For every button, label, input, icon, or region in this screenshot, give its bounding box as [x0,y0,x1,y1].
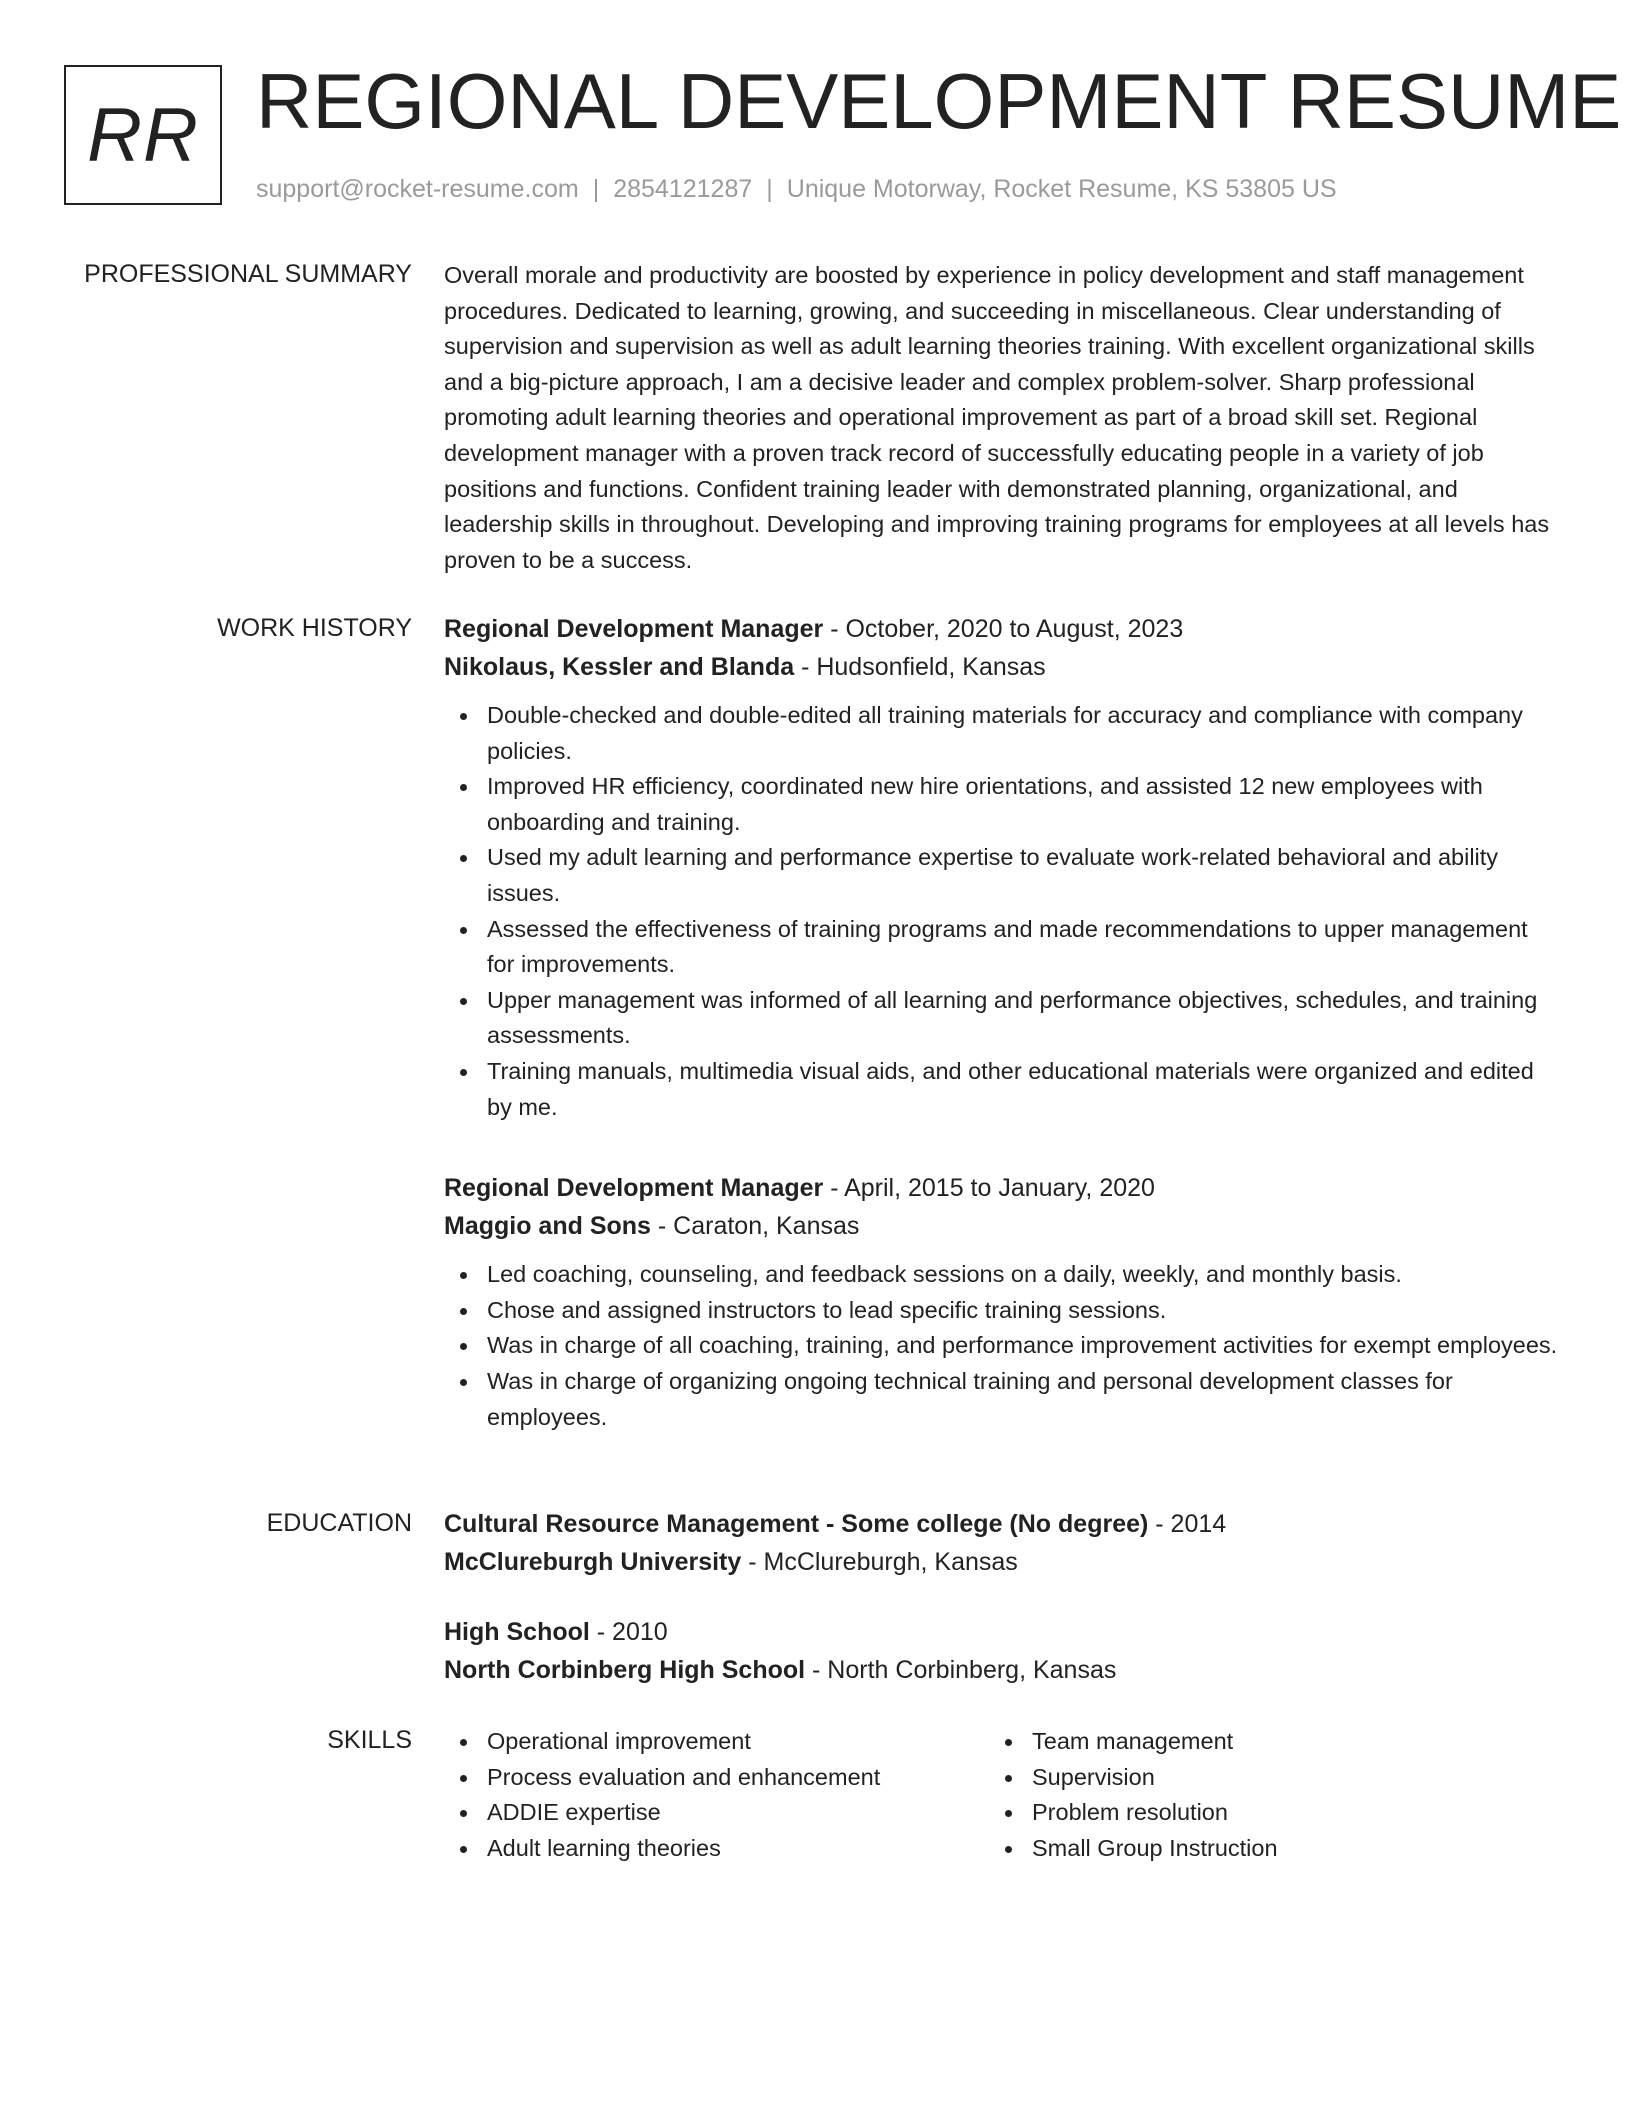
skill-item: Operational improvement [487,1724,989,1760]
job-title-line [444,610,1560,648]
education-year: - 2014 [1148,1510,1227,1538]
job-location: - Caraton, Kansas [650,1212,860,1241]
job-bullet: Was in charge of organizing ongoing technical training and personal development classes for employees. [487,1364,1560,1435]
skill-item: Supervision [1032,1760,1534,1796]
education-year: - 2010 [589,1618,668,1646]
job-bullets [444,1257,1560,1435]
education-degree-line [444,1505,1560,1543]
skills-grid [444,1724,1560,1866]
education-school: North Corbinberg High School [444,1656,806,1684]
job-company-line [444,648,1560,686]
summary-text: Overall morale and productivity are boosted by experience in policy development and staff management procedures. Dedicated to learning, growing, and succeeding in miscellaneous. Clear understanding of supervision and supervision as well as adult learning theories training. With excellent organizational skills and a big-picture approach, I am a decisive leader and complex problem-solver. Sharp professional promoting adult learning theories and operational improvement as part of a broad skill set. Regional development manager with a proven track record of successfully educating people in a variety of job positions and functions. Confident training leader with demonstrated planning, organizational, and leadership skills in throughout. Developing and improving training programs for employees at all levels has proven to be a success. [444,262,1550,573]
summary-body [444,258,1560,578]
skills-body [444,1724,1560,1866]
education-degree: Cultural Resource Management - Some college (No degree) [444,1510,1149,1538]
monogram-logo: RR [64,65,222,205]
job-bullet: Chose and assigned instructors to lead specific training sessions. [487,1293,1560,1329]
education-body [444,1505,1560,1689]
job-company: Nikolaus, Kessler and Blanda [444,653,795,681]
education-school-line [444,1651,1560,1689]
job-bullet: Assessed the effectiveness of training programs and made recommendations to upper management for improvements. [487,912,1560,983]
education-entry [444,1505,1560,1581]
skill-item: ADDIE expertise [487,1795,989,1831]
job-bullet: Double-checked and double-edited all training materials for accuracy and compliance with company policies. [487,698,1560,769]
skill-item: Team management [1032,1724,1534,1760]
job-company: Maggio and Sons [444,1212,651,1241]
job-bullet: Was in charge of all coaching, training, and performance improvement activities for exempt employees. [487,1328,1560,1364]
contact-separator: | [766,175,773,203]
education-entry [444,1613,1560,1689]
skill-item: Process evaluation and enhancement [487,1760,989,1796]
education-degree-line [444,1613,1560,1651]
contact-address: Unique Motorway, Rocket Resume, KS 53805 US [786,175,1337,203]
job-dates: - October, 2020 to August, 2023 [823,615,1184,643]
resume-title: REGIONAL DEVELOPMENT RESUME [256,57,1622,145]
section-label-summary: PROFESSIONAL SUMMARY [84,260,412,288]
job-company-line [444,1207,1560,1245]
job-bullet: Led coaching, counseling, and feedback sessions on a daily, weekly, and monthly basis. [487,1257,1560,1293]
job-dates: - April, 2015 to January, 2020 [823,1174,1155,1203]
contact-phone: 2854121287 [613,175,753,203]
job-title: Regional Development Manager [444,615,824,643]
work-history-body [444,610,1560,1435]
job-title: Regional Development Manager [444,1174,824,1203]
contact-line [256,174,1337,204]
contact-separator: | [592,175,600,203]
skills-list [444,1724,989,1866]
section-label-education: EDUCATION [266,1509,412,1537]
job-bullet: Improved HR efficiency, coordinated new hire orientations, and assisted 12 new employees with onboarding and training. [487,769,1560,840]
job-title-line [444,1169,1560,1207]
job-entry [444,610,1560,1125]
job-bullet: Used my adult learning and performance expertise to evaluate work-related behavioral and ability issues. [487,840,1560,911]
skills-list [989,1724,1534,1866]
section-label-work-history: WORK HISTORY [217,614,412,642]
education-school: McClureburgh University [444,1548,742,1576]
skills-column-right [989,1724,1534,1866]
section-label-skills: SKILLS [327,1726,412,1754]
skill-item: Problem resolution [1032,1795,1534,1831]
education-degree: High School [444,1618,590,1646]
education-location: - McClureburgh, Kansas [741,1548,1018,1576]
contact-email: support@rocket-resume.com [256,175,579,203]
skill-item: Small Group Instruction [1032,1831,1534,1867]
job-bullets [444,698,1560,1125]
skills-column-left [444,1724,989,1866]
education-school-line [444,1543,1560,1581]
job-bullet: Upper management was informed of all learning and performance objectives, schedules, and training assessments. [487,983,1560,1054]
job-entry [444,1169,1560,1435]
education-location: - North Corbinberg, Kansas [805,1656,1117,1684]
job-location: - Hudsonfield, Kansas [794,653,1046,681]
skill-item: Adult learning theories [487,1831,989,1867]
job-bullet: Training manuals, multimedia visual aids, and other educational materials were organized and edited by me. [487,1054,1560,1125]
